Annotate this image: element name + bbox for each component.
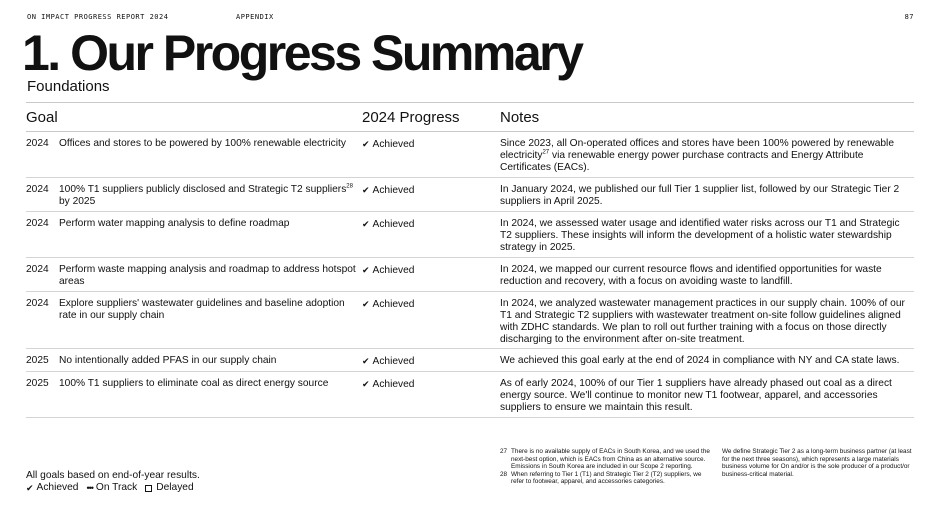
section-label: APPENDIX <box>236 13 274 21</box>
notes-text: Since 2023, all On-operated offices and stores have been 100% powered by renewable electricity <box>500 138 894 161</box>
legend-delayed: Delayed <box>156 482 194 493</box>
goal-text-main: 100% T1 suppliers publicly disclosed and Strategic T2 suppliers <box>59 184 347 195</box>
footnote-continued: We define Strategic Tier 2 as a long-term business partner (at least for the next three seasons), which represents a large materials business volume for On and/or is the sole producer of a product/or business-critical material. <box>722 448 912 478</box>
goal-year: 2024 <box>26 298 49 309</box>
check-icon: ✔ <box>362 139 370 149</box>
page-title: 1. Our Progress Summary <box>22 25 582 81</box>
results-note: All goals based on end-of-year results. <box>26 470 200 481</box>
dots-icon: ••• <box>86 483 93 493</box>
check-icon: ✔ <box>362 219 370 229</box>
goal-year: 2025 <box>26 355 49 366</box>
progress-label: Achieved <box>372 139 415 150</box>
footnote-text: There is no available supply of EACs in South Korea, and we used the next-best option, which is EACs from China as an alternative source. Emissions in South Korea are included in our Scope 2 reporting. <box>511 448 710 471</box>
goal-text: 100% T1 suppliers to eliminate coal as direct energy source <box>59 378 329 389</box>
progress-status <box>362 138 500 177</box>
progress-status <box>362 298 500 348</box>
goal-notes: In 2024, we analyzed wastewater management practices in our supply chain. 100% of our T1 and Strategic T2 suppliers with wastewater treatment on-site follow guidelines aligned with ZDHC standards. We plan to roll out further training with a focus on those directly discharging to the environment after on-site treatment. <box>500 298 905 345</box>
progress-status <box>362 218 500 257</box>
progress-label: Achieved <box>372 265 415 276</box>
goal-notes: In January 2024, we published our full Tier 1 supplier list, followed by our Strategic Tier 2 suppliers in April 2025. <box>500 184 900 207</box>
check-icon: ✔ <box>362 379 370 389</box>
square-icon <box>145 485 152 492</box>
progress-label: Achieved <box>372 185 415 196</box>
table-row <box>26 349 914 372</box>
progress-status <box>362 264 500 291</box>
check-icon: ✔ <box>362 299 370 309</box>
goal-year: 2024 <box>26 218 49 229</box>
progress-table <box>26 102 914 418</box>
table-row <box>26 292 914 349</box>
goal-text <box>59 184 362 211</box>
footnote-ref: 27 <box>542 149 550 156</box>
goal-text: Perform water mapping analysis to define roadmap <box>59 218 290 229</box>
goal-year: 2024 <box>26 264 49 275</box>
progress-label: Achieved <box>372 356 415 367</box>
goal-notes: In 2024, we mapped our current resource flows and identified opportunities for waste reduction and recovery, with a focus on avoiding waste to landfill. <box>500 264 882 287</box>
goal-text: Explore suppliers' wastewater guidelines and baseline adoption rate in our supply chain <box>59 298 345 321</box>
footnote-number: 27 <box>500 448 508 455</box>
goal-text-continued: by 2025 <box>59 196 96 207</box>
goal-notes: As of early 2024, 100% of our Tier 1 suppliers have already phased out coal as a direct energy source. We'll continue to monitor new T1 footwear, apparel, and accessories suppliers to ensure we maintain this result. <box>500 378 892 413</box>
goal-text: Perform waste mapping analysis and roadmap to address hotspot areas <box>59 264 356 287</box>
footnote-text: When referring to Tier 1 (T1) and Strategic Tier 2 (T2) suppliers, we refer to footwear, apparel, and accessories categories. <box>511 470 702 486</box>
report-name: ON IMPACT PROGRESS REPORT 2024 <box>27 13 169 21</box>
progress-label: Achieved <box>372 379 415 390</box>
footnote <box>500 471 710 486</box>
check-icon: ✔ <box>362 265 370 275</box>
page-subtitle: Foundations <box>27 78 110 95</box>
goal-notes: We achieved this goal early at the end of 2024 in compliance with NY and CA state laws. <box>500 355 900 366</box>
goal-year: 2024 <box>26 184 49 195</box>
goal-year: 2024 <box>26 138 49 149</box>
results-note-block <box>26 470 200 494</box>
column-header-goal: Goal <box>26 108 58 126</box>
goal-year: 2025 <box>26 378 49 389</box>
check-icon: ✔ <box>362 185 370 195</box>
footnote-number: 28 <box>500 470 508 478</box>
progress-status <box>362 355 500 371</box>
status-legend <box>26 482 200 494</box>
legend-achieved: Achieved <box>36 482 79 493</box>
table-row <box>26 132 914 178</box>
column-header-progress: 2024 Progress <box>362 108 460 126</box>
goal-text: No intentionally added PFAS in our supply chain <box>59 355 277 366</box>
table-row <box>26 178 914 212</box>
progress-label: Achieved <box>372 299 415 310</box>
check-icon: ✔ <box>362 356 370 366</box>
page-number: 87 <box>904 13 914 21</box>
legend-on-track: On Track <box>95 482 138 493</box>
progress-label: Achieved <box>372 219 415 230</box>
check-icon: ✔ <box>26 483 34 493</box>
footnotes <box>500 448 710 486</box>
table-row <box>26 212 914 258</box>
footnote <box>500 448 710 471</box>
goal-text: Offices and stores to be powered by 100% renewable electricity <box>59 138 346 149</box>
table-row <box>26 372 914 418</box>
table-header <box>26 102 914 132</box>
footnote-ref: 28 <box>346 183 353 190</box>
table-row <box>26 258 914 292</box>
progress-status <box>362 184 500 211</box>
notes-text-continued: via renewable energy power purchase contracts and Energy Attribute Certificates (EACs). <box>500 150 864 173</box>
column-header-notes: Notes <box>500 108 540 126</box>
goal-notes: In 2024, we assessed water usage and identified water risks across our T1 and Strategic T2 suppliers. These insights will inform the development of a holistic water stewardship strategy in 2025. <box>500 218 900 253</box>
progress-status <box>362 378 500 417</box>
goal-notes <box>500 138 914 177</box>
